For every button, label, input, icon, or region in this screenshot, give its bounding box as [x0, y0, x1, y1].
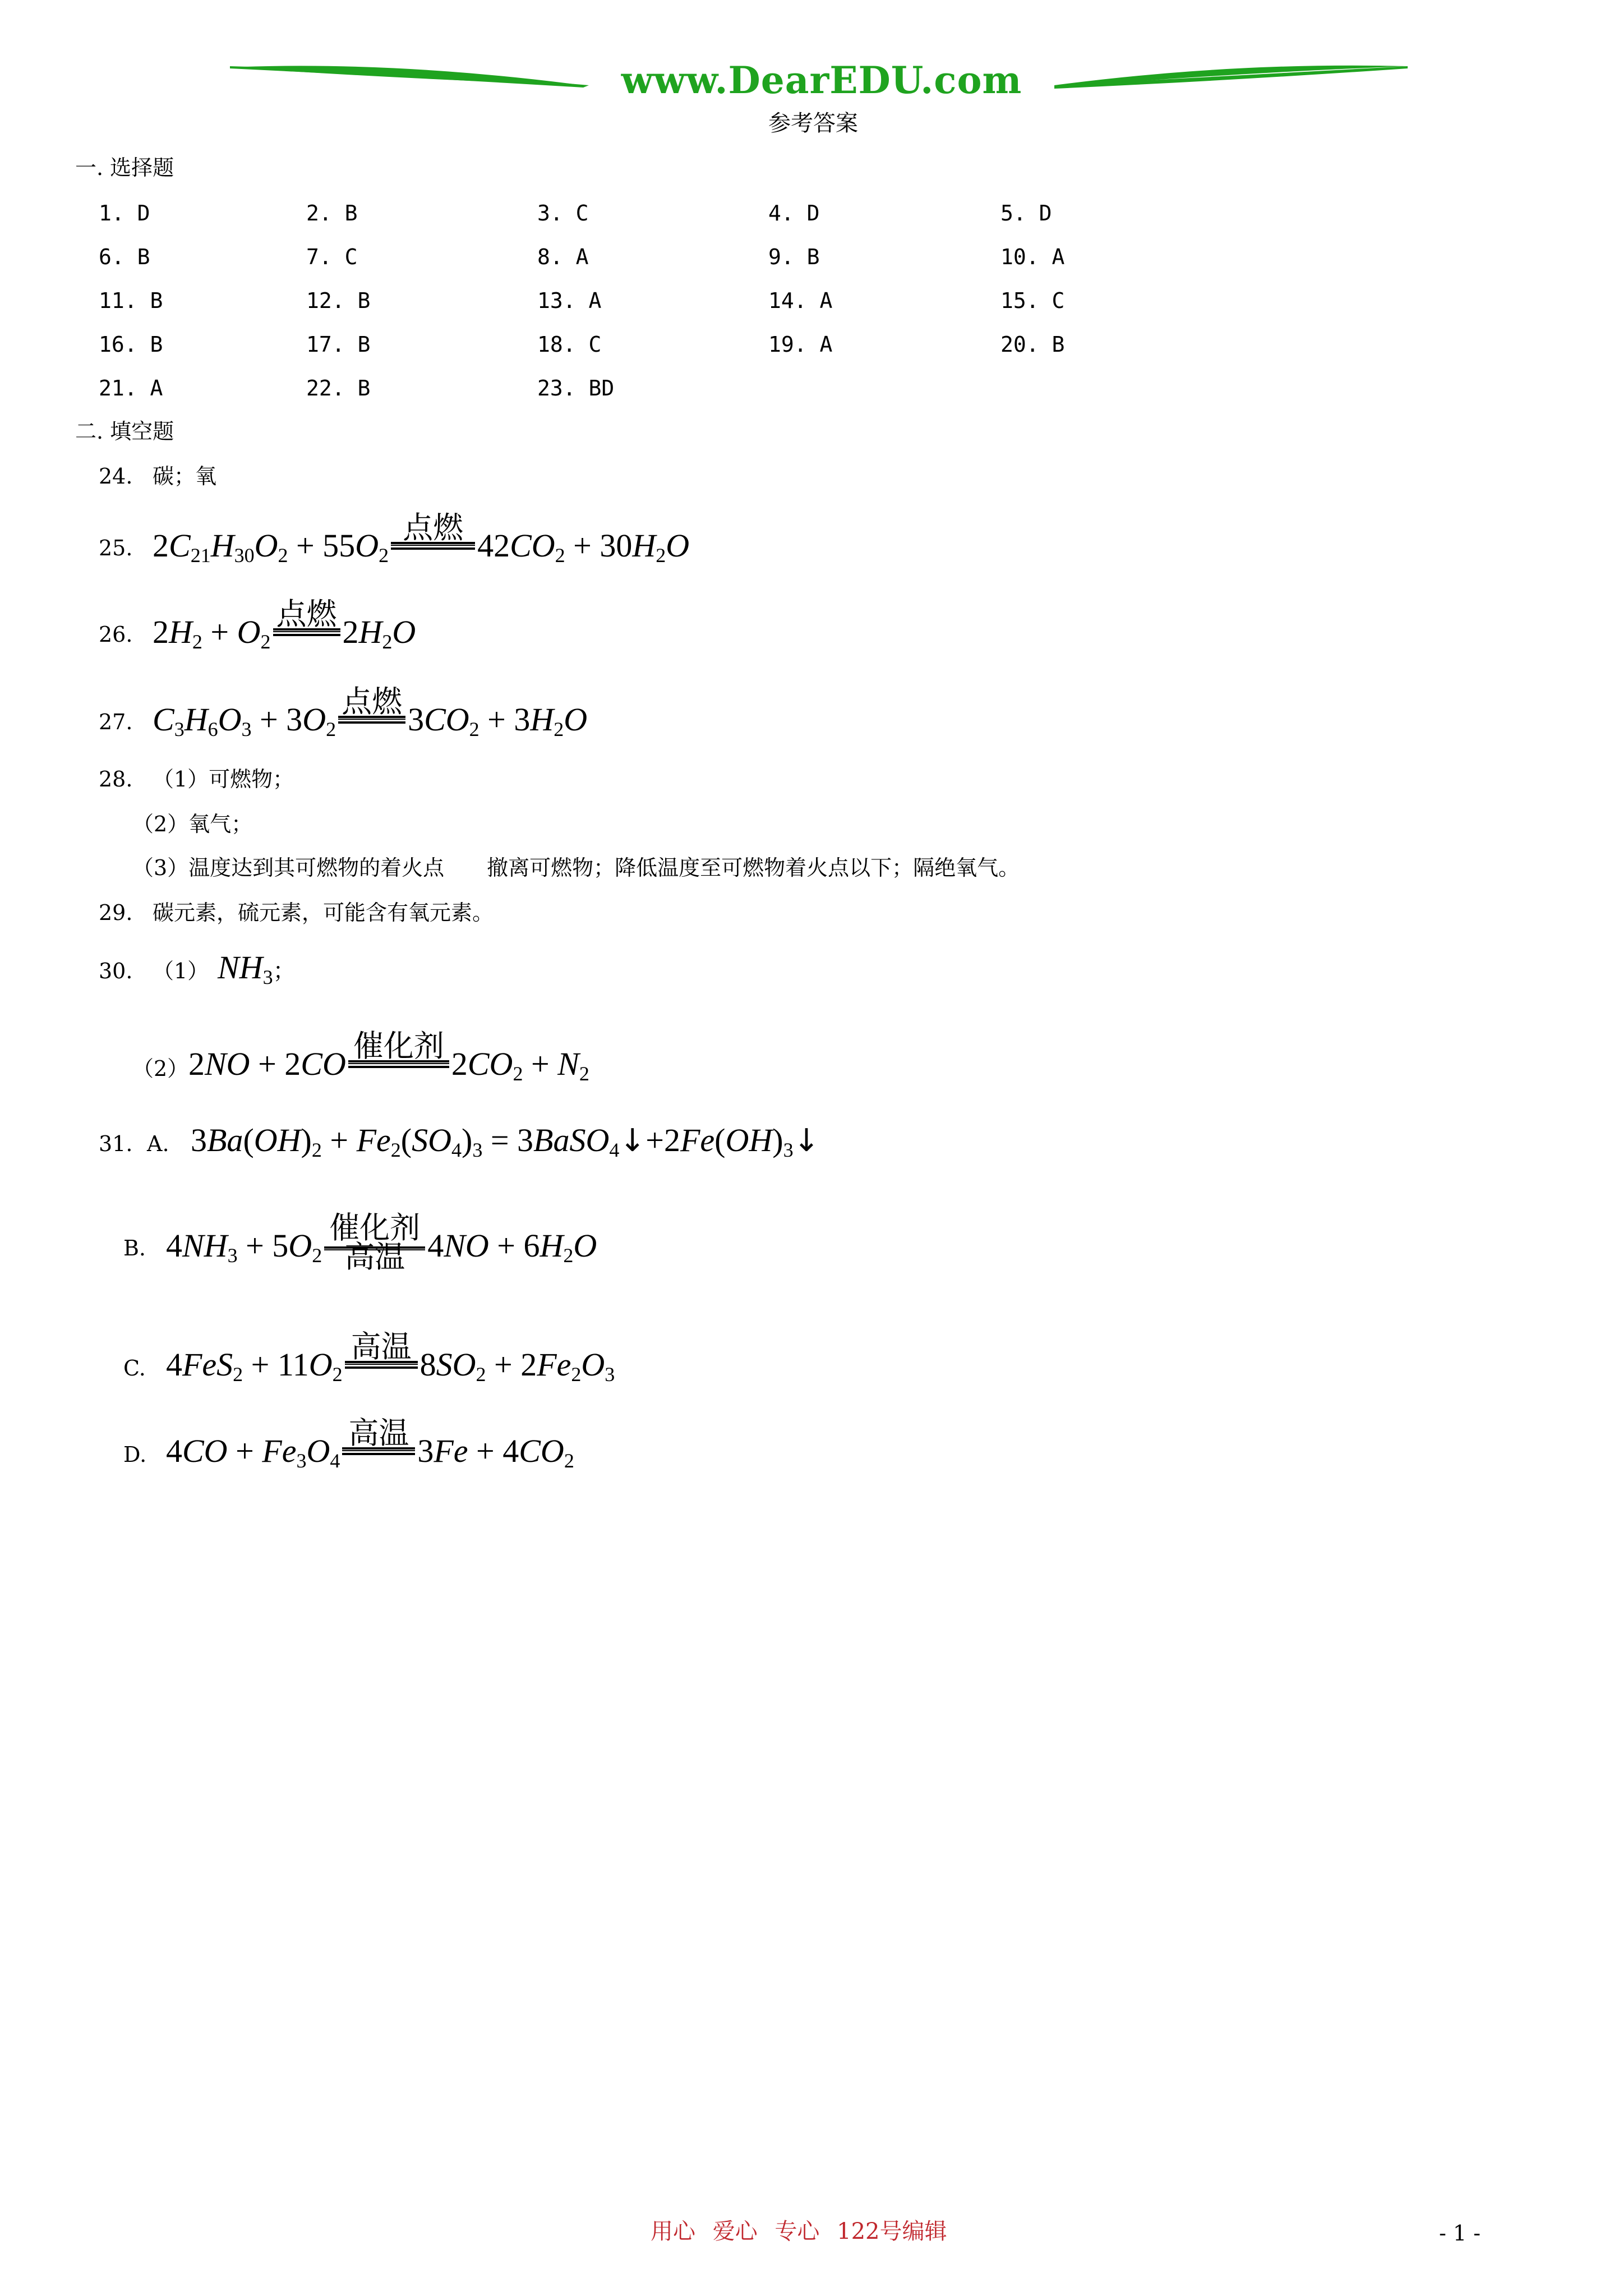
choice-answer: 22. B	[306, 376, 371, 401]
reaction-condition-bottom: 高温	[344, 1239, 405, 1274]
precipitate-arrow-icon: ↓	[619, 1122, 646, 1159]
choice-answer: 10. A	[1000, 245, 1065, 269]
q26-number: 26.	[99, 622, 133, 647]
precipitate-arrow-icon: ↓	[793, 1122, 820, 1159]
header-logo	[224, 56, 1413, 101]
q25-equation: $2C_{21}H_{30}O_2 + 55O_2$ 点燃 $42CO_2 + 30H_2O$	[153, 510, 690, 567]
page-title: 参考答案	[768, 111, 858, 136]
q30-part-1: （1）	[153, 959, 209, 983]
choice-answer: 4. D	[768, 201, 820, 226]
choice-answer: 15. C	[1000, 288, 1065, 313]
choice-answer: 23. BD	[537, 376, 615, 401]
q28-answer-1: （1）可燃物；	[153, 767, 294, 792]
choice-answer: 3. C	[537, 201, 589, 226]
q31-part-a: A.	[147, 1131, 169, 1156]
q24-answer: 碳；氧	[153, 464, 217, 489]
choice-answer: 13. A	[537, 288, 602, 313]
reaction-condition: 点燃	[276, 596, 337, 632]
choice-answer: 19. A	[768, 332, 833, 357]
q28-answer-2: （2）氧气；	[132, 812, 253, 836]
choice-answer: 20. B	[1000, 332, 1065, 357]
q27-number: 27.	[99, 710, 133, 734]
q31-equation-b: $4NH_3 + 5O_2$ 催化剂 高温 $4NO + 6H_2O$	[166, 1210, 597, 1274]
choice-answer: 8. A	[537, 245, 589, 269]
q31-part-d: D.	[123, 1442, 147, 1467]
q28-answer-3: （3）温度达到其可燃物的着火点 撤离可燃物；降低温度至可燃物着火点以下；隔绝氧气。	[132, 855, 1020, 880]
reaction-condition-top: 催化剂	[329, 1210, 421, 1245]
q25-number: 25.	[99, 536, 133, 560]
q24-number: 24.	[99, 464, 133, 489]
reaction-condition: 高温	[348, 1415, 409, 1451]
footer-center-text: 用心 爱心 专心 122号编辑	[651, 2219, 947, 2244]
choice-answer: 14. A	[768, 288, 833, 313]
q30-number: 30.	[99, 959, 133, 983]
q31-number: 31.	[99, 1131, 133, 1156]
logo-text: www.DearEDU.com	[621, 58, 1022, 102]
reaction-condition: 高温	[351, 1329, 412, 1364]
q29-number: 29.	[99, 900, 133, 925]
choice-answer: 9. B	[768, 245, 820, 269]
q30-formula: $NH_3$；	[218, 949, 296, 988]
reaction-condition: 点燃	[342, 684, 403, 719]
q27-equation: $C_3H_6O_3 + 3O_2$ 点燃 $3CO_2 + 3H_2O$	[153, 684, 588, 740]
reaction-condition: 点燃	[403, 510, 464, 545]
choice-answer: 2. B	[306, 201, 358, 226]
q31-part-c: C.	[123, 1356, 146, 1381]
q29-answer: 碳元素，硫元素，可能含有氧元素。	[153, 900, 494, 925]
choice-section-heading: 一. 选择题	[75, 155, 174, 180]
q31-equation-c: $4FeS_2 + 11O_2$ 高温 $8SO_2 + 2Fe_2O_3$	[166, 1329, 615, 1386]
q31-equation-d: $4CO + Fe_3O_4$ 高温 $3Fe + 4CO_2$	[166, 1415, 574, 1472]
q28-number: 28.	[99, 767, 133, 792]
q30-part-2: （2）	[132, 1056, 189, 1081]
choice-answer: 21. A	[99, 376, 163, 401]
choice-answer: 16. B	[99, 332, 163, 357]
fill-section-heading: 二. 填空题	[75, 419, 174, 444]
choice-answer: 7. C	[306, 245, 358, 269]
choice-answer: 18. C	[537, 332, 602, 357]
choice-answer: 11. B	[99, 288, 163, 313]
choice-answer: 12. B	[306, 288, 371, 313]
q31-equation-a: $3Ba(OH)_2 + Fe_2(SO_4)_3$ = $3BaSO_4↓+2Fe(OH)_3↓$	[191, 1122, 820, 1161]
choice-answer: 17. B	[306, 332, 371, 357]
reaction-condition: 催化剂	[353, 1028, 444, 1064]
page-number: - 1 -	[1439, 2221, 1481, 2246]
choice-answer: 5. D	[1000, 201, 1052, 226]
q30-equation: 2NO + 2CO 催化剂 $2CO_2 + N_2$	[188, 1028, 589, 1085]
choice-answer: 1. D	[99, 201, 150, 226]
q31-part-b: B.	[123, 1236, 146, 1260]
q26-equation: $2H_2 + O_2$ 点燃 $2H_2O$	[153, 596, 416, 653]
choice-answer: 6. B	[99, 245, 150, 269]
